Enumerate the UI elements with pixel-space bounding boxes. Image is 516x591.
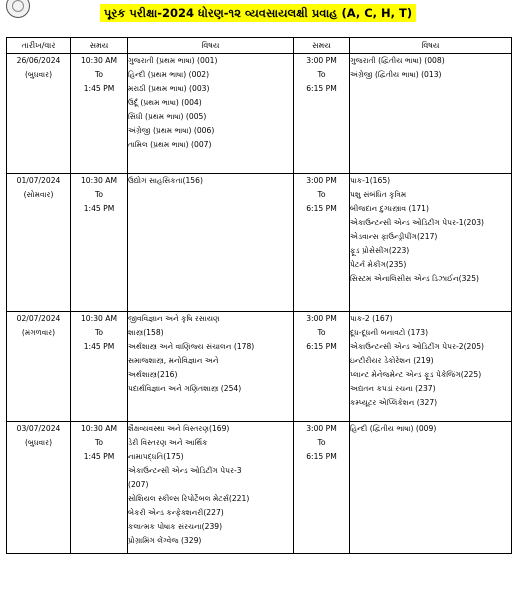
subject-item: હિન્દી (દ્વિતીય ભાષા) (009) xyxy=(350,424,437,433)
subject-item: સમાજશાસ્ત્ર, મનોવિજ્ઞાન અને xyxy=(128,356,219,365)
header-time-2: સમય xyxy=(294,38,350,54)
subject-item: પાક-2 (167) xyxy=(350,314,393,323)
afternoon-time-cell xyxy=(294,312,350,422)
time-text: 6:15 PM xyxy=(306,342,337,351)
subject-item: એડવાન્સ ફાઉન્ડ્રીપીંગ(217) xyxy=(350,232,438,241)
morning-subjects-cell xyxy=(128,312,294,422)
time-text: 6:15 PM xyxy=(306,204,337,213)
subject-item: પેટર્ન મેકીંગ(235) xyxy=(350,260,407,269)
subject-item: પ્રોગ્રામિંગ લેંગ્વેજ (329) xyxy=(128,536,202,545)
morning-subjects-cell xyxy=(128,422,294,554)
subject-item: ગુજરાતી (પ્રથમ ભાષા) (001) xyxy=(128,56,218,65)
afternoon-subjects-cell xyxy=(350,54,512,174)
table-row xyxy=(7,422,512,554)
subject-item: અર્થશાસ્ત્ર અને વાણિજ્ય સંચાલન (178) xyxy=(128,342,255,351)
subject-item: કલાત્મક પોષાક સંરચના(239) xyxy=(128,522,223,531)
exam-schedule-table xyxy=(6,37,512,554)
header-date-day: તારીખ/વાર xyxy=(7,38,71,54)
exam-date: 03/07/2024 xyxy=(16,424,61,433)
subject-item: સોશિયલ સ્કીલ્સ રિપોર્ટેબલ મેટર્સ(221) xyxy=(128,494,250,503)
time-text: 6:15 PM xyxy=(306,452,337,461)
subject-item: પશુ સંબંધિત કૃત્રિમ xyxy=(350,190,407,199)
afternoon-time-cell xyxy=(294,174,350,312)
exam-day: (બુધવાર) xyxy=(24,70,53,79)
subject-item: પ્લાન્ટ મેનેજમેન્ટ એન્ડ ફૂડ પેકેજિંગ(225) xyxy=(350,370,482,379)
subject-item: નામાપદ્ધતિ(175) xyxy=(128,452,184,461)
header-subject-1: વિષય xyxy=(128,38,294,54)
time-text: 10:30 AM xyxy=(80,424,118,433)
subject-item: તામિલ (પ્રથમ ભાષા) (007) xyxy=(128,140,212,149)
time-text: To xyxy=(95,190,103,199)
date-cell xyxy=(7,312,71,422)
time-text: To xyxy=(317,190,326,199)
table-row xyxy=(7,174,512,312)
subject-item: અદ્યતન કપડાં રચના (237) xyxy=(350,384,436,393)
time-text: To xyxy=(317,70,326,79)
time-text: 1:45 PM xyxy=(83,452,115,461)
subject-item: સિંધી (પ્રથમ ભાષા) (005) xyxy=(128,112,207,121)
time-text: 1:45 PM xyxy=(83,204,115,213)
time-text: 10:30 AM xyxy=(80,314,118,323)
subject-item: એકાઉન્ટન્સી એન્ડ ઓડિટીંગ પેપર-3 xyxy=(128,466,242,475)
subject-item: ઉર્દૂ (પ્રથમ ભાષા) (004) xyxy=(128,98,202,107)
time-text: 6:15 PM xyxy=(306,84,337,93)
date-cell xyxy=(7,174,71,312)
subject-item: એકાઉન્ટન્સી એન્ડ ઓડિટીંગ પેપર-2(205) xyxy=(350,342,485,351)
afternoon-time-cell xyxy=(294,54,350,174)
subject-item: શાસ્ત્ર(158) xyxy=(128,328,164,337)
exam-date: 01/07/2024 xyxy=(16,176,61,185)
morning-time-cell xyxy=(71,422,128,554)
time-text: 3:00 PM xyxy=(306,424,337,433)
subject-item: અંગ્રેજી (દ્વિતીય ભાષા) (013) xyxy=(350,70,442,79)
subject-item: શૈક્ષવ્યવસ્થા અને વિસ્તરણ(169) xyxy=(128,424,230,433)
time-text: 3:00 PM xyxy=(306,56,337,65)
morning-time-cell xyxy=(71,312,128,422)
exam-day: (સોમવાર) xyxy=(23,190,54,199)
subject-item: જીવવિજ્ઞાન અને કૃષિ રસાયણ xyxy=(128,314,220,323)
subject-item: હિન્દી (પ્રથમ ભાષા) (002) xyxy=(128,70,210,79)
time-text: To xyxy=(317,438,326,447)
subject-item: અંગ્રેજી (પ્રથમ ભાષા) (006) xyxy=(128,126,215,135)
subject-item: દૂધ-દૂધની બનાવટો (173) xyxy=(350,328,429,337)
header-subject-2: વિષય xyxy=(350,38,512,54)
afternoon-subjects-cell xyxy=(350,422,512,554)
time-text: 3:00 PM xyxy=(306,314,337,323)
time-text: To xyxy=(95,438,103,447)
subject-item: પાક-1(165) xyxy=(350,176,391,185)
subject-item: સિસ્ટમ એનાલિસીસ એન્ડ ડિઝાઈન(325) xyxy=(350,274,480,283)
time-text: To xyxy=(95,328,103,337)
afternoon-subjects-cell xyxy=(350,174,512,312)
header-time-1: સમય xyxy=(71,38,128,54)
time-text: 1:45 PM xyxy=(83,84,115,93)
subject-item: અર્થશાસ્ત્ર(216) xyxy=(128,370,178,379)
exam-date: 02/07/2024 xyxy=(16,314,61,323)
table-row xyxy=(7,312,512,422)
subject-item: ડેરી વિસ્તરણ અને આર્થિક xyxy=(128,438,208,447)
morning-subjects-cell xyxy=(128,174,294,312)
exam-day: (બુધવાર) xyxy=(24,438,53,447)
subject-item: પદાર્થવિજ્ઞાન અને ગણિતશાસ્ત્ર (254) xyxy=(128,384,242,393)
subject-item: ફૂડ પ્રોસેસીંગ(223) xyxy=(350,246,410,255)
time-text: 1:45 PM xyxy=(83,342,115,351)
time-text: 3:00 PM xyxy=(306,176,337,185)
subject-item: (207) xyxy=(128,480,149,489)
morning-subjects-cell xyxy=(128,54,294,174)
exam-date: 26/06/2024 xyxy=(16,56,61,65)
subject-item: બીજદાન દુગ્ધસ્ત્રાવ (171) xyxy=(350,204,429,213)
page-title: પૂરક પરીક્ષા-2024 ધોરણ-૧૨ વ્યવસાયલક્ષી પ્રવાહ (A, C, H, T) xyxy=(100,4,416,22)
date-cell xyxy=(7,54,71,174)
subject-item: ગુજરાતી (દ્વિતીય ભાષા) (008) xyxy=(350,56,445,65)
subject-item: એકાઉન્ટન્સી એન્ડ ઓડિટીંગ પેપર-1(203) xyxy=(350,218,485,227)
subject-item: ઇન્ટીરીયર ડેકોરેશન (219) xyxy=(350,356,434,365)
time-text: To xyxy=(95,70,103,79)
subject-item: બેકરી એન્ડ કન્ફેક્શનરી(227) xyxy=(128,508,224,517)
morning-time-cell xyxy=(71,174,128,312)
table-row xyxy=(7,54,512,174)
time-text: 10:30 AM xyxy=(80,176,118,185)
morning-time-cell xyxy=(71,54,128,174)
subject-item: કમ્પ્યૂટર એપ્લિકેશન (327) xyxy=(350,398,438,407)
time-text: To xyxy=(317,328,326,337)
afternoon-subjects-cell xyxy=(350,312,512,422)
subject-item: ઉદ્યોગ સાહસિકતા(156) xyxy=(128,176,203,185)
table-header-row xyxy=(7,38,512,54)
exam-day: (મંગળવાર) xyxy=(21,328,56,337)
time-text: 10:30 AM xyxy=(80,56,118,65)
date-cell xyxy=(7,422,71,554)
subject-item: મરાઠી (પ્રથમ ભાષા) (003) xyxy=(128,84,210,93)
afternoon-time-cell xyxy=(294,422,350,554)
